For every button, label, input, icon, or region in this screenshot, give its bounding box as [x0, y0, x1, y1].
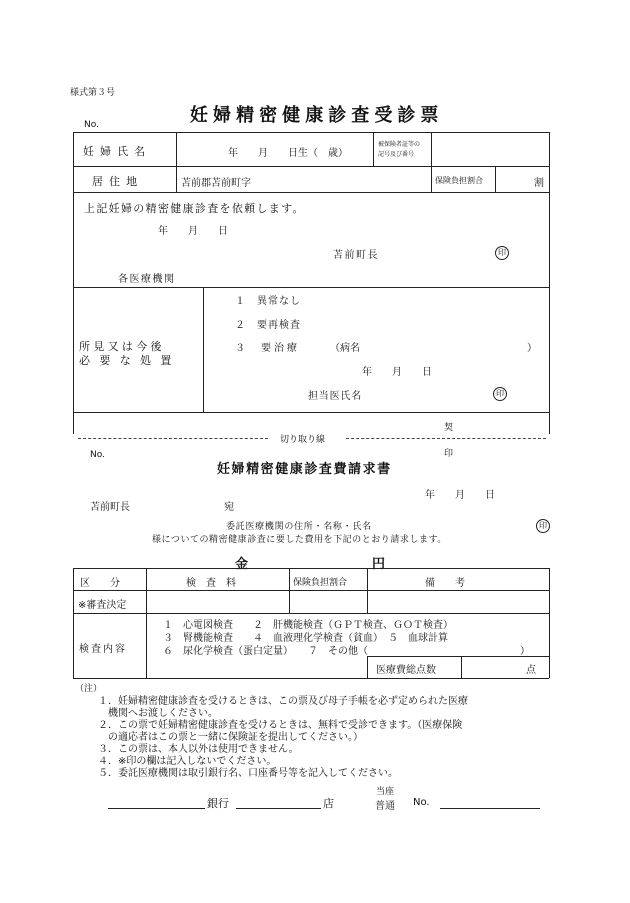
doctor-seal-mark: 印	[493, 387, 507, 401]
copay-ratio-field[interactable]	[291, 592, 366, 611]
exam-line-1[interactable]: １ 心電図検査 ２ 肝機能検査（ＧＰＴ検査、ＧＯＴ検査）	[163, 620, 453, 631]
exam-content-label: 検査内容	[79, 644, 127, 655]
note-5: ５．委託医療機関は取引銀行名、口座番号等を記入してください。	[98, 768, 398, 779]
recipient-label: 各医療機関	[118, 274, 176, 285]
contract-mark: 契	[444, 423, 454, 433]
voucher-no-label: No.	[84, 120, 99, 130]
bank-label: 銀行	[207, 797, 229, 810]
account-current-label[interactable]: 当座	[376, 787, 395, 797]
remarks-field[interactable]	[369, 592, 547, 611]
branch-label: 店	[323, 797, 334, 810]
address-label: 居住地	[92, 175, 144, 188]
col-kubun: 区 分	[80, 578, 120, 589]
insurance-id-field[interactable]	[433, 134, 547, 165]
claim-no-label: No.	[90, 450, 105, 460]
claim-body-text: 様についての精密健康診査に要した費用を下記のとおり請求します。	[152, 535, 447, 545]
exam-fee-field[interactable]	[148, 592, 288, 611]
total-points-label: 医療費総点数	[376, 665, 436, 676]
bank-name-line[interactable]	[108, 808, 205, 809]
claim-date: 年 月 日	[425, 490, 495, 501]
amount-unit: 円	[372, 557, 386, 572]
cut-line-label: 切り取り線	[280, 435, 326, 445]
note-1a: １．妊婦精密健康診査を受けるときは、この票及び母子手帳を必ず定められた医療	[98, 696, 468, 707]
birth-date-line: 年 月 日生（ 歳）	[228, 148, 348, 159]
disease-name-open: （病名	[330, 343, 360, 354]
mayor-seal-mark: 印	[495, 246, 509, 260]
amount-field[interactable]	[260, 552, 365, 568]
note-2b: の適応者はこの票と一緒に保険証を提出してください。）	[108, 732, 363, 743]
option-treatment[interactable]: ３ 要治療	[235, 343, 300, 354]
exam-line-3-close: ）	[520, 646, 530, 657]
col-remarks: 備 考	[425, 578, 465, 589]
claim-addressee: 苫前町長	[90, 502, 130, 513]
review-decision-label: ※審査決定	[78, 600, 127, 611]
form-title: 妊婦精密健康診査受診票	[190, 105, 444, 126]
claim-title: 妊婦精密健康診査費請求書	[217, 462, 392, 477]
request-date: 年 月 日	[158, 226, 228, 237]
insurance-id-label-2: 記号及び番号	[378, 151, 415, 158]
mayor-label: 苫前町長	[333, 250, 379, 261]
clinic-info-label: 委託医療機関の住所・名称・氏名	[226, 522, 372, 532]
findings-date: 年 月 日	[362, 367, 432, 378]
findings-label-1: 所見又は今後	[79, 340, 165, 353]
amount-label: 金	[235, 557, 249, 572]
pregnant-name-label: 妊婦氏名	[83, 145, 152, 158]
account-ordinary-label[interactable]: 普通	[375, 801, 395, 812]
account-no-label: No.	[413, 797, 430, 808]
total-points-unit: 点	[526, 665, 536, 676]
form-number: 様式第３号	[70, 88, 116, 98]
contract-seal-mark: 印	[444, 449, 454, 459]
insurance-id-label-1: 被保険者証等の	[378, 141, 421, 148]
cut-line-right	[346, 438, 546, 439]
option-recheck[interactable]: ２ 要再検査	[235, 320, 301, 331]
copay-label: 保険負担割合	[435, 176, 483, 185]
note-4: ４．※印の欄は記入しないでください。	[98, 756, 277, 767]
address-value[interactable]: 苫前郡苫前町字	[181, 178, 251, 189]
note-3: ３．この票は、本人以外は使用できません。	[98, 744, 299, 755]
option-no-abnormality[interactable]: １ 異常なし	[235, 296, 301, 307]
notes-header: （注）	[75, 684, 103, 694]
copay-unit: 割	[534, 178, 544, 189]
clinic-seal-mark: 印	[536, 519, 550, 533]
branch-name-line[interactable]	[236, 808, 321, 809]
account-number-line[interactable]	[440, 808, 540, 809]
cut-line-left	[78, 438, 268, 439]
note-2a: ２．この票で妊婦精密健康診査を受けるときは、無料で受診できます。（医療保険	[98, 720, 463, 731]
exam-line-2[interactable]: ３ 腎機能検査 ４ 血液理化学検査（貧血） ５ 血球計算	[163, 633, 448, 644]
claim-honorific: 宛	[224, 502, 234, 513]
col-copay-ratio: 保険負担割合	[293, 578, 348, 588]
col-exam-fee: 検 査 料	[186, 578, 236, 589]
exam-line-3[interactable]: ６ 尿化学検査（蛋白定量） ７ その他（	[163, 646, 368, 657]
note-1b: 機関へお渡しください。	[108, 708, 218, 719]
findings-label-2: 必要な処置	[79, 354, 181, 367]
disease-name-close: ）	[527, 343, 537, 354]
doctor-name-label: 担当医氏名	[308, 391, 362, 402]
request-text: 上記妊婦の精密健康診査を依頼します。	[84, 202, 305, 215]
